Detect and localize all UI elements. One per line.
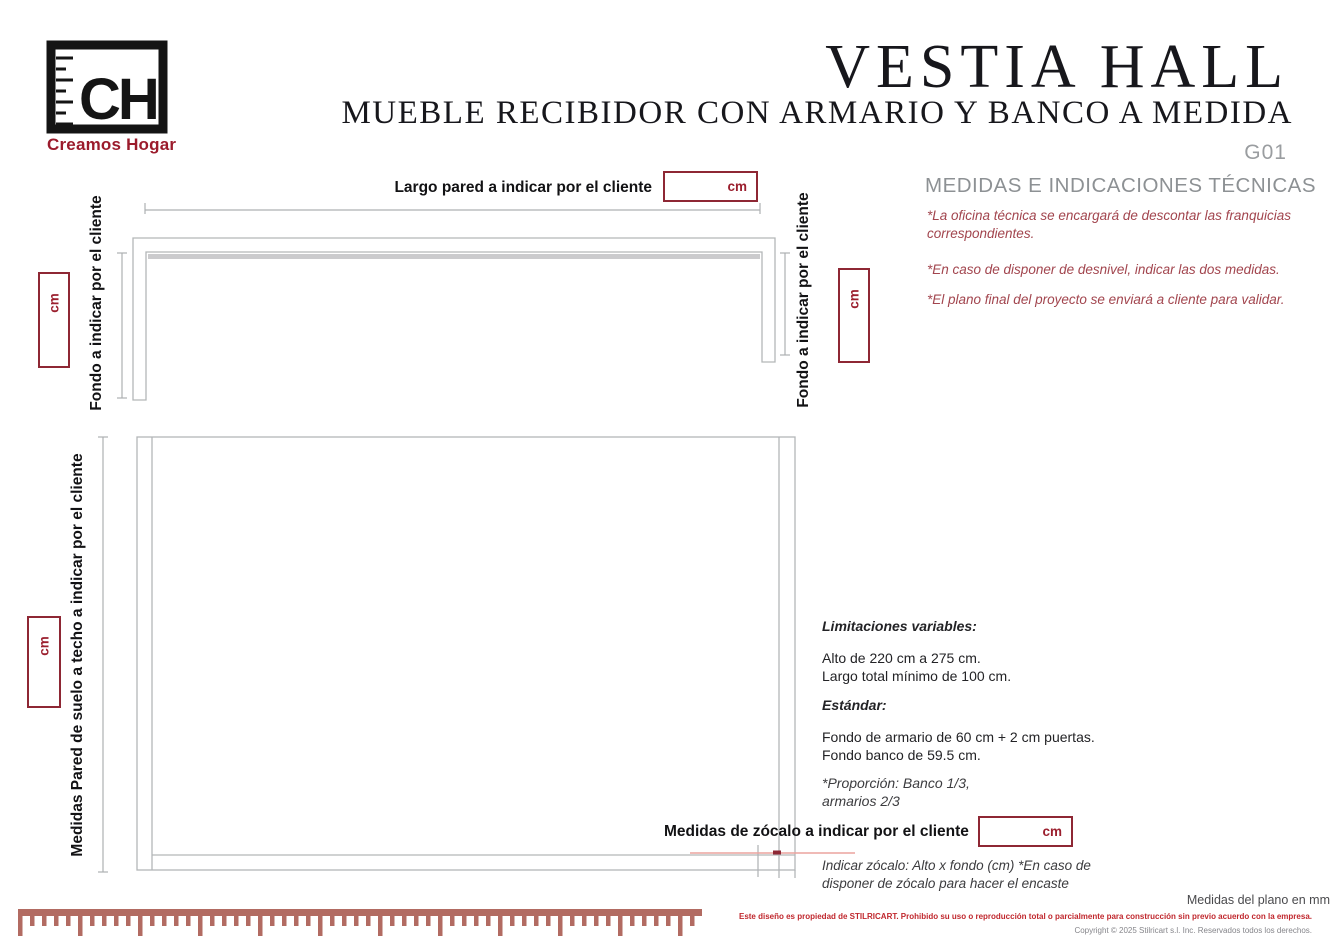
- zocalo-marker: [773, 851, 781, 855]
- top-view-dimension-lines: [117, 203, 790, 398]
- top-view-length-label: Largo pared a indicar por el cliente: [394, 179, 652, 196]
- length-input-box[interactable]: [663, 171, 758, 202]
- top-view-wall-outline: [133, 238, 775, 400]
- logo-mark: CH: [79, 67, 157, 132]
- zocalo-input-box[interactable]: [978, 816, 1073, 847]
- legal-notice: Este diseño es propiedad de STILRICART. Prohibido su uso o reproducción total o parcialmente para construcción sin previo acuerdo con la empresa.: [738, 912, 1312, 921]
- unit-label: cm: [727, 179, 747, 194]
- height-input-box[interactable]: [27, 616, 61, 708]
- zocalo-note: Indicar zócalo: Alto x fondo (cm) *En caso de disponer de zócalo para hacer el encaste: [822, 858, 1091, 892]
- standard-item: Fondo de armario de 60 cm + 2 cm puertas.: [822, 728, 1095, 745]
- zocalo-label: Medidas de zócalo a indicar por el cliente: [664, 823, 969, 840]
- unit-label: cm: [36, 636, 52, 656]
- limitation-item: Alto de 220 cm a 275 cm.: [822, 649, 981, 666]
- proportion-note: *Proporción: Banco 1/3,: [822, 775, 970, 792]
- front-view-height-label: Medidas Pared de suelo a techo a indicar por el cliente: [69, 453, 86, 857]
- proportion-note: armarios 2/3: [822, 793, 900, 810]
- tech-note: *La oficina técnica se encargará de descontar las franquicias correspondientes.: [927, 208, 1291, 241]
- page-title: VESTIA HALL: [825, 33, 1289, 101]
- top-view-depth-label-right: Fondo a indicar por el cliente: [795, 192, 812, 408]
- front-view-outline: [137, 437, 795, 878]
- depth-left-input-box[interactable]: [38, 272, 70, 368]
- unit-label: cm: [46, 293, 62, 314]
- unit-label: cm: [1042, 824, 1062, 839]
- copyright-notice: Copyright © 2025 Stilricart s.l. Inc. Reservados todos los derechos.: [1074, 926, 1312, 935]
- standard-heading: Estándar:: [822, 696, 887, 713]
- unit-label: cm: [846, 289, 862, 309]
- depth-right-input-box[interactable]: [838, 268, 870, 363]
- ruler-graphic-icon: [18, 909, 702, 939]
- front-view-dimension-line: [98, 437, 108, 872]
- top-view-depth-label-left: Fondo a indicar por el cliente: [88, 195, 105, 411]
- limitations-heading: Limitaciones variables:: [822, 618, 977, 634]
- standard-item: Fondo banco de 59.5 cm.: [822, 746, 981, 763]
- plan-units-note: Medidas del plano en mm: [1186, 893, 1330, 907]
- tech-note: *El plano final del proyecto se enviará a cliente para validar.: [927, 292, 1285, 307]
- page-subtitle: MUEBLE RECIBIDOR CON ARMARIO Y BANCO A MEDIDA: [341, 95, 1293, 131]
- limitation-item: Largo total mínimo de 100 cm.: [822, 667, 1012, 684]
- tech-note: *En caso de disponer de desnivel, indicar las dos medidas.: [927, 262, 1280, 277]
- logo-tagline: Creamos Hogar: [47, 135, 177, 154]
- specs-block: [822, 618, 1132, 811]
- sheet-code: G01: [1244, 141, 1287, 164]
- tech-notes-heading: MEDIDAS E INDICACIONES TÉCNICAS: [925, 174, 1317, 197]
